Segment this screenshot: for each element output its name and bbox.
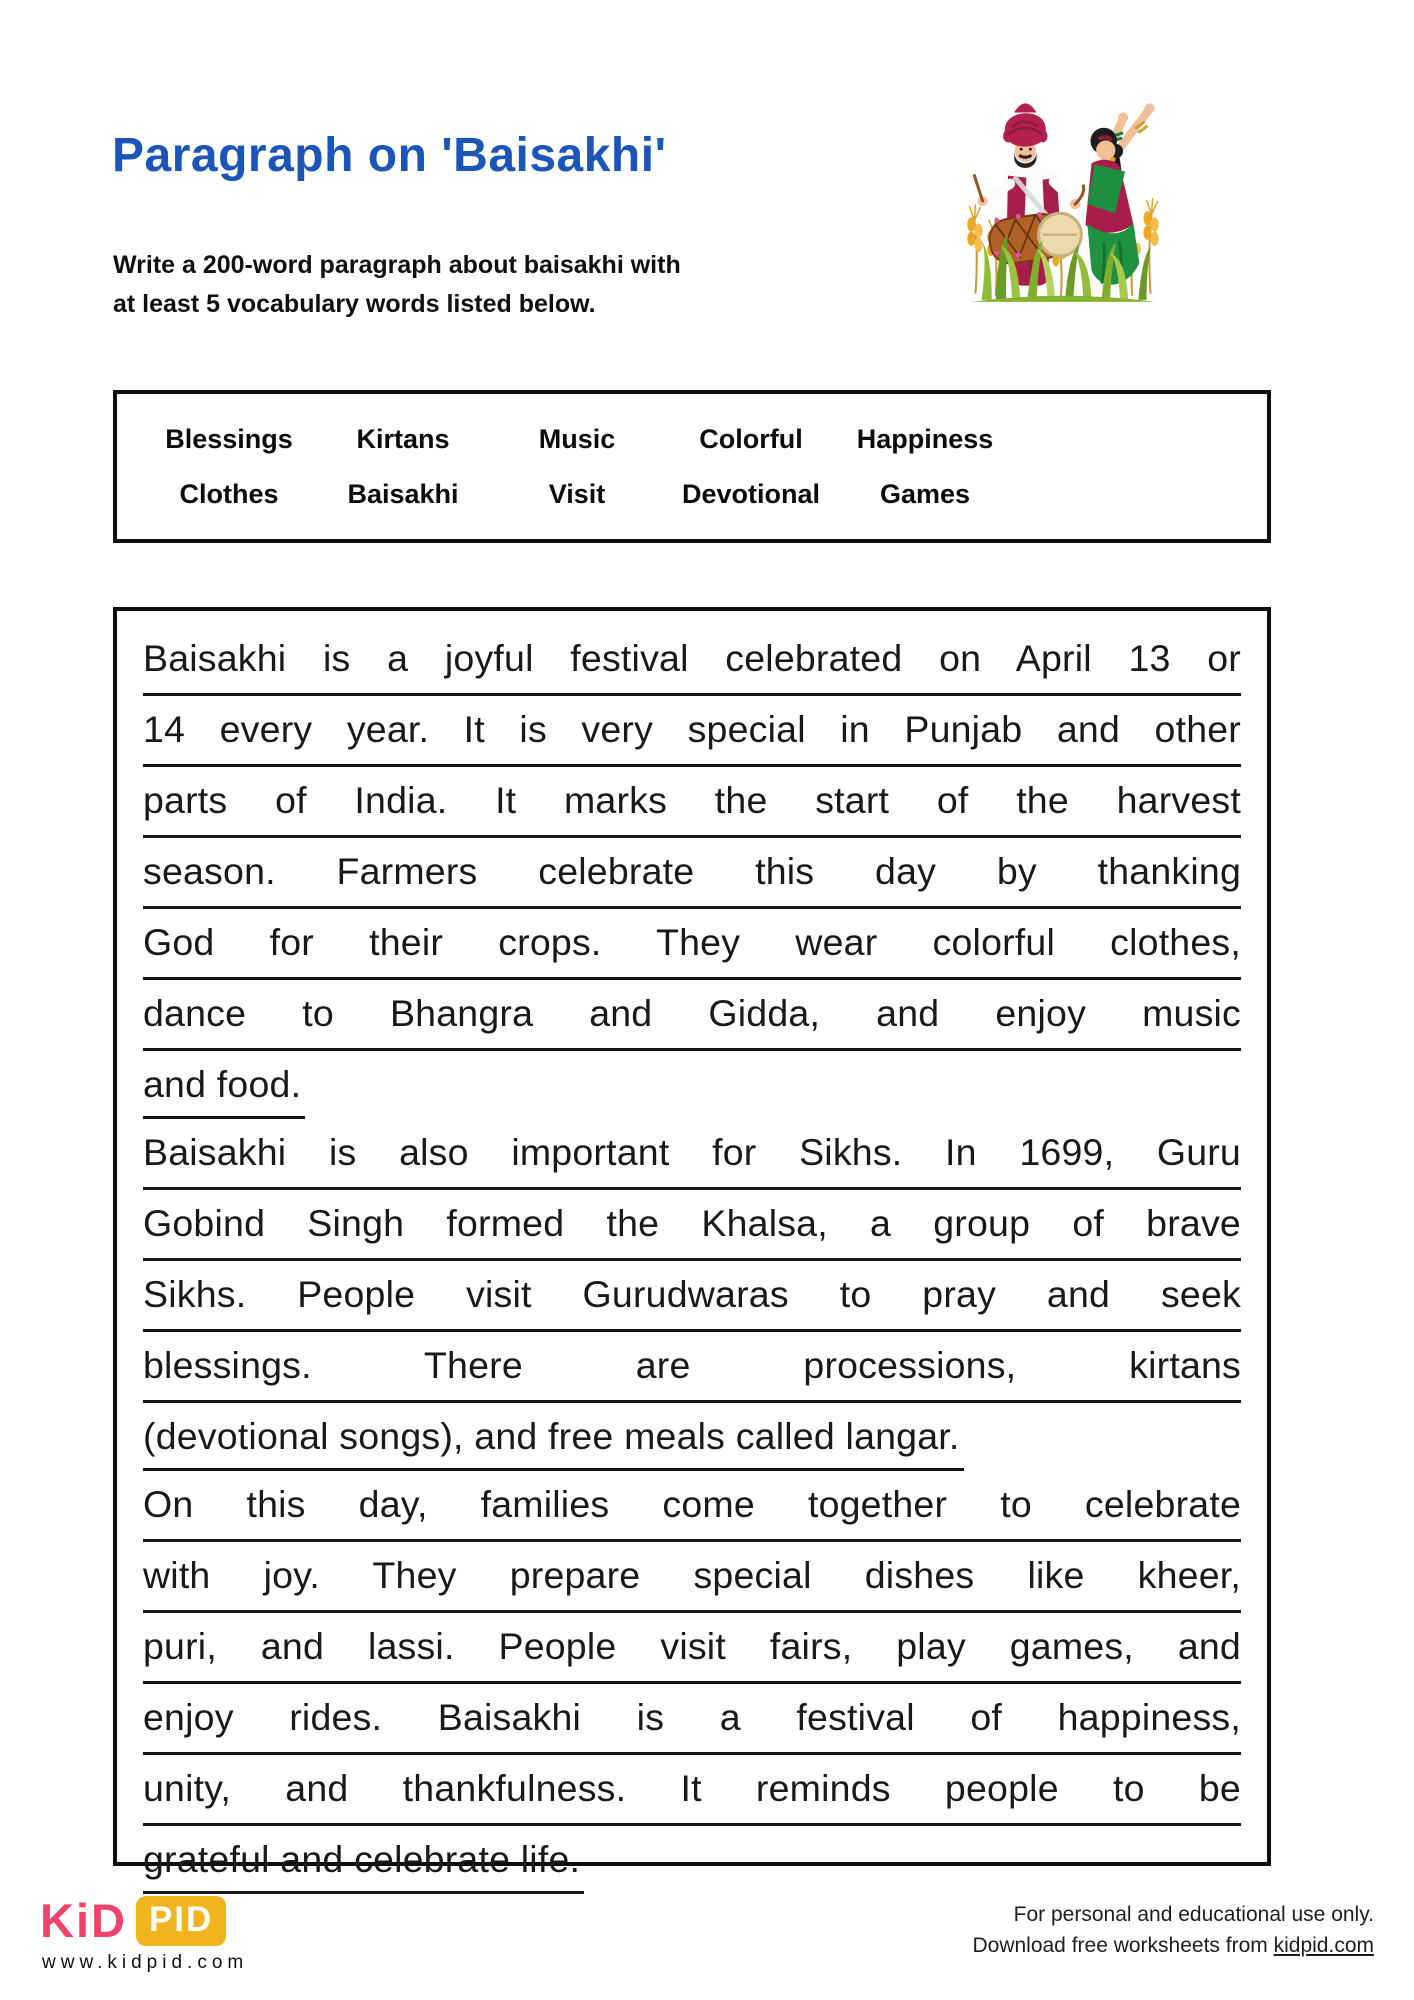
vocab-word: Visit <box>548 478 606 509</box>
footer-note-line2-prefix: Download free worksheets from <box>972 1934 1274 1957</box>
footer-note-line1: For personal and educational use only. <box>1013 1903 1374 1926</box>
paragraph-line: God for their crops. They wear colorful clothes, <box>143 909 1241 980</box>
paragraph-line: Sikhs. People visit Gurudwaras to pray and seek <box>143 1261 1241 1332</box>
paragraph-line: Baisakhi is also important for Sikhs. In 1699, Guru <box>143 1119 1241 1190</box>
website-url: www.kidpid.com <box>42 1952 249 1973</box>
footer-note <box>972 1899 1374 1961</box>
page-instructions: Write a 200-word paragraph about baisakhi with at least 5 vocabulary words listed below. <box>113 251 681 318</box>
paragraph-line: (devotional songs), and free meals called langar. <box>143 1403 1241 1471</box>
vocab-word: Kirtans <box>356 423 450 454</box>
kidpid-logo-kid-text: KiD <box>40 1894 127 1947</box>
paragraph-line: parts of India. It marks the start of the harvest <box>143 767 1241 838</box>
paragraph-line: with joy. They prepare special dishes like kheer, <box>143 1542 1241 1613</box>
bhangra-dancers-illustration <box>951 90 1175 304</box>
paragraph-line: On this day, families come together to celebrate <box>143 1471 1241 1542</box>
paragraph-line: Baisakhi is a joyful festival celebrated on April 13 or <box>143 625 1241 696</box>
paragraph-line: blessings. There are processions, kirtans <box>143 1332 1241 1403</box>
kidpid-logo <box>40 1893 226 1948</box>
paragraph-line: grateful and celebrate life. <box>143 1826 1241 1894</box>
paragraph-line: enjoy rides. Baisakhi is a festival of happiness, <box>143 1684 1241 1755</box>
vocab-word: Colorful <box>699 423 803 454</box>
vocab-box <box>113 390 1271 543</box>
vocab-word: Baisakhi <box>347 478 459 509</box>
paragraph-line: Gobind Singh formed the Khalsa, a group of brave <box>143 1190 1241 1261</box>
paragraph-line: season. Farmers celebrate this day by thanking <box>143 838 1241 909</box>
paragraph-line: 14 every year. It is very special in Punjab and other <box>143 696 1241 767</box>
bhangra-dancers-icon <box>951 90 1175 304</box>
vocab-word: Happiness <box>856 423 994 454</box>
vocab-word: Games <box>879 478 971 509</box>
footer-note-line2 <box>972 1930 1374 1961</box>
man-dancer <box>974 103 1083 285</box>
kidpid-link[interactable]: kidpid.com <box>1273 1934 1374 1957</box>
paragraph-line: dance to Bhangra and Gidda, and enjoy music <box>143 980 1241 1051</box>
woman-dancer <box>1085 103 1154 284</box>
vocab-word: Clothes <box>179 478 279 509</box>
paragraph-line: puri, and lassi. People visit fairs, play games, and <box>143 1613 1241 1684</box>
vocab-word: Music <box>538 423 616 454</box>
paragraph-line: and food. <box>143 1051 1241 1119</box>
paragraph-box <box>113 607 1271 1880</box>
kidpid-logo-pid-badge: PID <box>136 1896 226 1946</box>
page-title: Paragraph on 'Baisakhi' <box>112 129 667 182</box>
vocab-word: Blessings <box>165 423 293 454</box>
vocab-word: Devotional <box>681 478 821 509</box>
paragraph-line: unity, and thankfulness. It reminds people to be <box>143 1755 1241 1826</box>
